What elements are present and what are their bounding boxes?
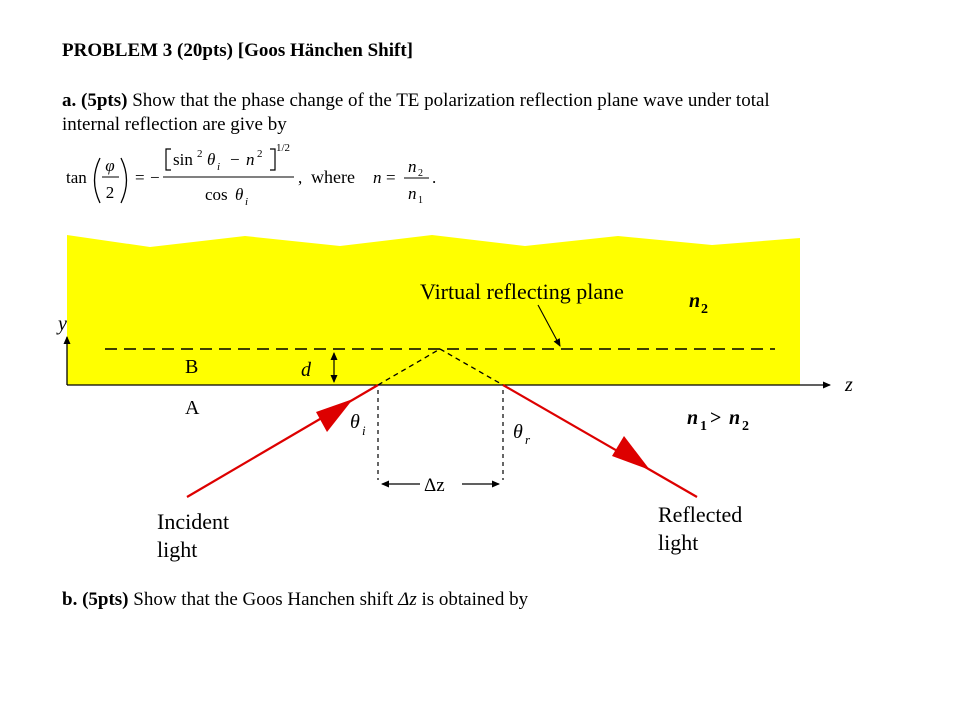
reflected-label-2: light [658, 530, 699, 555]
eq-sin: sin [173, 150, 193, 169]
eq-right-bracket [270, 149, 275, 170]
virtual-plane-label: Virtual reflecting plane [420, 279, 624, 304]
theta-i-label: θ [350, 411, 360, 433]
part-b-label: b. (5pts) [62, 589, 129, 610]
d-label: d [301, 359, 311, 381]
reflected-label-1: Reflected [658, 502, 743, 527]
n2b-label-sub: 2 [742, 419, 749, 434]
eq-n: n [246, 150, 255, 169]
eq-left-paren [95, 158, 101, 203]
eq-theta-sub: i [217, 161, 221, 173]
eq-tan: tan [66, 168, 87, 187]
goos-hanchen-diagram [56, 235, 853, 562]
reflected-ray [503, 385, 697, 497]
n2-label-sub: 2 [701, 302, 708, 317]
eq-n1: n [408, 184, 417, 203]
eq-n2: n [408, 157, 417, 176]
delta-z-label: Δz [424, 475, 445, 496]
theta-r-sub: r [525, 432, 531, 447]
eq-equals2: = [386, 168, 396, 187]
n2b-label: n [729, 407, 741, 429]
eq-power: 1/2 [276, 142, 291, 154]
point-a-label: A [185, 397, 200, 419]
part-a-label: a. (5pts) [62, 90, 128, 111]
point-b-label: B [185, 356, 199, 378]
eq-theta2-sub: i [245, 196, 249, 208]
eq-where: where [311, 167, 355, 187]
part-b-delta-z: Δz [398, 589, 417, 610]
incident-label-1: Incident [157, 509, 230, 534]
part-b-end: is obtained by [416, 589, 529, 610]
eq-two: 2 [105, 183, 115, 202]
n1-label-sub: 1 [700, 419, 707, 434]
theta-i-sub: i [362, 423, 366, 438]
incident-ray-arrowhead [316, 399, 353, 432]
n1-label: n [687, 407, 699, 429]
eq-n-var: n [373, 168, 382, 187]
z-axis-label: z [845, 374, 853, 396]
part-a-line2: internal reflection are give by [62, 114, 287, 135]
eq-minus2: − [230, 150, 240, 169]
eq-right-paren [121, 158, 127, 203]
eq-minus: − [150, 168, 160, 187]
eq-n2-sub: 2 [418, 168, 423, 179]
eq-cos: cos [205, 185, 228, 204]
n2-label: n [689, 290, 701, 312]
eq-theta: θ [207, 150, 216, 169]
part-b-body: Show that the Goos Hanchen shift [128, 589, 399, 610]
gt-sign: > [710, 407, 722, 429]
eq-sin-sq: 2 [197, 148, 203, 160]
eq-n-sq: 2 [257, 148, 263, 160]
problem-title: PROBLEM 3 (20pts) [Goos Hänchen Shift] [62, 40, 413, 61]
theta-r-label: θ [513, 421, 523, 443]
part-b-text [62, 589, 528, 611]
eq-theta2: θ [235, 185, 244, 204]
eq-comma: , [298, 168, 303, 187]
eq-phi: φ [105, 156, 115, 175]
eq-equals: = [135, 168, 145, 187]
eq-n1-sub: 1 [418, 195, 423, 206]
phase-equation [66, 142, 436, 208]
eq-period: . [432, 168, 437, 187]
reflected-ray-arrowhead [612, 436, 650, 470]
incident-label-2: light [157, 537, 198, 562]
part-a-line1: Show that the phase change of the TE polarization reflection plane wave under total [127, 90, 770, 111]
y-axis-label: y [58, 313, 67, 335]
eq-left-bracket [166, 149, 171, 170]
